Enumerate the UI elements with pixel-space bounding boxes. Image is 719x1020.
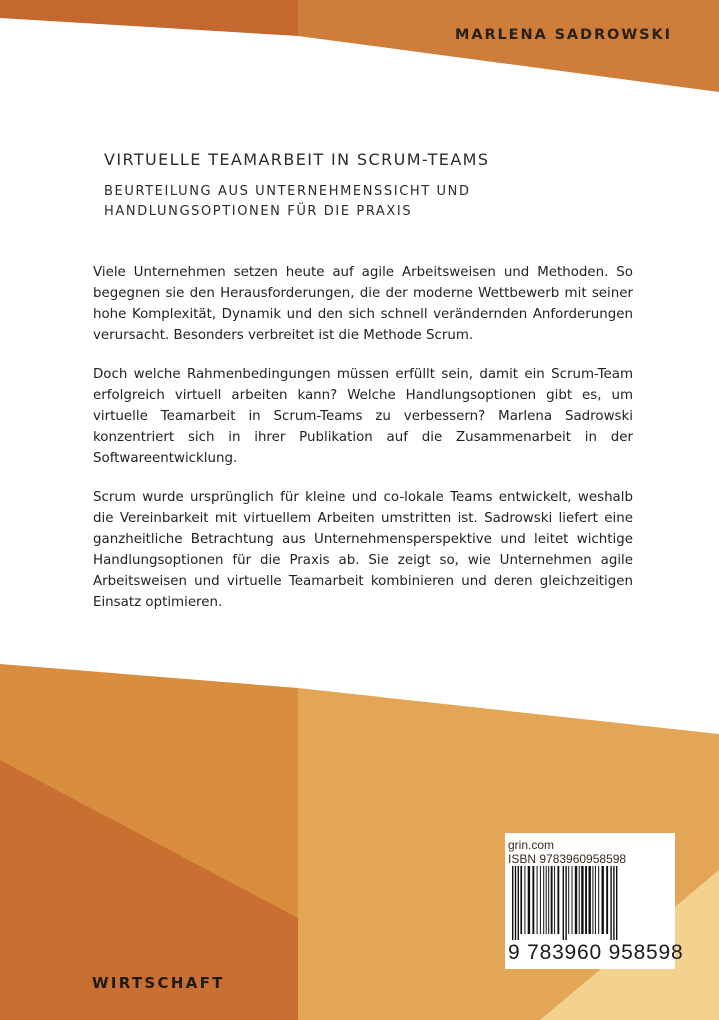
isbn-barcode: [508, 866, 672, 942]
barcode-bar: [548, 866, 549, 934]
barcode-bar: [524, 866, 525, 934]
barcode-bar: [606, 866, 608, 934]
barcode-bar: [537, 866, 538, 934]
barcode-bar: [575, 866, 577, 934]
barcode-bar: [602, 866, 604, 934]
publisher-site: grin.com: [508, 838, 555, 852]
barcode-bar: [598, 866, 599, 934]
top-band-right: [298, 0, 719, 92]
barcode-bar: [565, 866, 566, 940]
barcode-bar: [595, 866, 596, 934]
barcode-bar: [528, 866, 530, 934]
barcode-bar: [557, 866, 559, 934]
subtitle-line-2: HANDLUNGSOPTIONEN FÜR DIE PRAXIS: [104, 204, 413, 219]
barcode-bar: [532, 866, 534, 934]
barcode-bar: [589, 866, 591, 934]
subtitle-line-1: BEURTEILUNG AUS UNTERNEHMENSSICHT UND: [104, 184, 471, 199]
barcode-bar: [613, 866, 614, 940]
barcode-bar: [518, 866, 519, 940]
blurb-paragraph-2: Doch welche Rahmenbedingungen müssen erfüllt sein, damit ein Scrum-Team erfolgreich virtuell arbeiten kann? Welche Handlungsoptionen gibt es, um virtuelle Teamarbeit in Scrum-Teams zu verbessern? Marlena Sadrowski konzentriert sich in ihrer Publikation auf die Zusammenarbeit in der Softwareentwicklung.: [93, 367, 633, 466]
book-subtitle: [104, 182, 471, 222]
barcode-bar: [515, 866, 516, 940]
barcode-bar: [563, 866, 564, 940]
barcode-bar: [579, 866, 580, 934]
author-name: MARLENA SADROWSKI: [455, 27, 672, 43]
barcode-digits: 9 783960 958598: [508, 941, 684, 964]
isbn-label: ISBN 9783960958598: [508, 852, 627, 866]
barcode-bar: [572, 866, 573, 934]
blurb-paragraph-3: Scrum wurde ursprünglich für kleine und co-lokale Teams entwickelt, weshalb die Vereinbarkeit mit virtuellem Arbeiten umstritten ist. Sadrowski liefert eine ganzheitliche Betrachtung aus Unternehmensperspektive und leitet wichtige Handlungsoptionen für die Praxis ab. Sie zeigt so, wie Unternehmen agile Arbeitsweisen und virtuelle Teamarbeit kombinieren und deren gleichzeitigen Einsatz optimieren.: [93, 490, 633, 610]
barcode-bar: [546, 866, 547, 934]
blurb-paragraph-1: Viele Unternehmen setzen heute auf agile Arbeitsweisen und Methoden. So begegnen sie den Herausforderungen, die der moderne Wettbewerb mit seiner hohe Komplexität, Dynamik und den sich schnell verändernden Anforderungen verursacht. Besonders verbreitet ist die Methode Scrum.: [93, 265, 633, 343]
top-band-left: [0, 0, 298, 36]
barcode-bar: [610, 866, 611, 940]
barcode-bar: [581, 866, 583, 934]
barcode-bar: [551, 866, 553, 934]
book-title: VIRTUELLE TEAMARBEIT IN SCRUM-TEAMS: [104, 150, 490, 169]
publisher-info: [508, 838, 626, 866]
barcode-bar: [616, 866, 617, 940]
barcode-bar: [592, 866, 593, 934]
barcode-bar: [554, 866, 555, 934]
barcode-bar: [540, 866, 541, 934]
barcode-bar: [543, 866, 544, 934]
barcode-bar: [520, 866, 522, 934]
barcode-bar: [568, 866, 569, 934]
blurb: [93, 262, 633, 631]
category-label: WIRTSCHAFT: [92, 974, 225, 992]
barcode-bar: [585, 866, 587, 934]
barcode-bar: [512, 866, 513, 940]
